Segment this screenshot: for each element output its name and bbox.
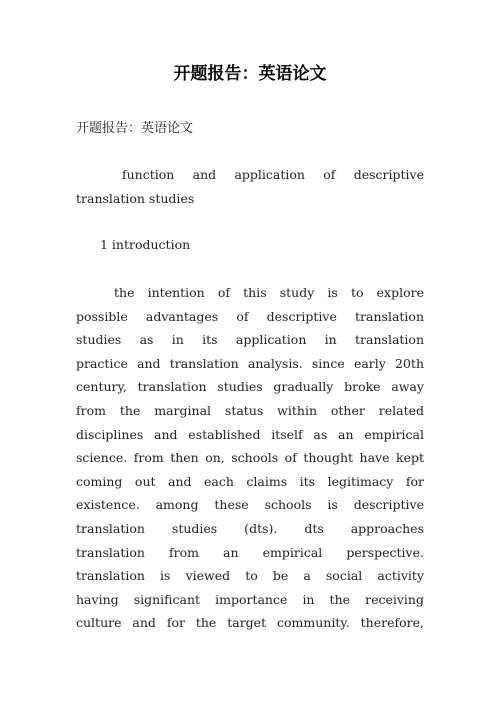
document-title: 开题报告：英语论文: [173, 64, 327, 84]
paragraph-line: coming out and each claims its legitimacy for: [76, 473, 424, 489]
paragraph-line: translation from an empirical perspective.: [76, 544, 424, 560]
paragraph-line: century, translation studies gradually broke away: [76, 379, 424, 395]
paragraph-line: translation is viewed to be a social activity: [76, 568, 424, 584]
intro-paragraph: [76, 281, 424, 635]
paragraph-line: culture and for the target community. therefore,: [76, 615, 424, 631]
paragraph-line: having significant importance in the receiving: [76, 591, 424, 607]
document-subtitle: 开题报告：英语论文: [76, 121, 194, 136]
paragraph-line: from the marginal status within other related: [76, 402, 424, 418]
paragraph-line: the intention of this study is to explore: [114, 285, 424, 300]
paragraph-line: practice and translation analysis. since early 20th: [76, 355, 424, 371]
topic-line: translation studies: [76, 190, 195, 206]
paragraph-line: disciplines and established itself as an empirical: [76, 426, 424, 442]
topic-line: function and application of descriptive: [122, 167, 424, 182]
paragraph-line: translation studies (dts). dts approaches: [76, 520, 424, 536]
paragraph-line: possible advantages of descriptive translation: [76, 308, 424, 324]
paragraph-line: existence. among these schools is descriptive: [76, 497, 424, 513]
topic-block: [76, 163, 424, 210]
section-heading-block: [76, 233, 424, 257]
section-heading: 1 introduction: [100, 237, 191, 252]
paragraph-line: science. from then on, schools of thought have kept: [76, 450, 424, 466]
paragraph-line: studies as in its application in translation: [76, 332, 424, 348]
